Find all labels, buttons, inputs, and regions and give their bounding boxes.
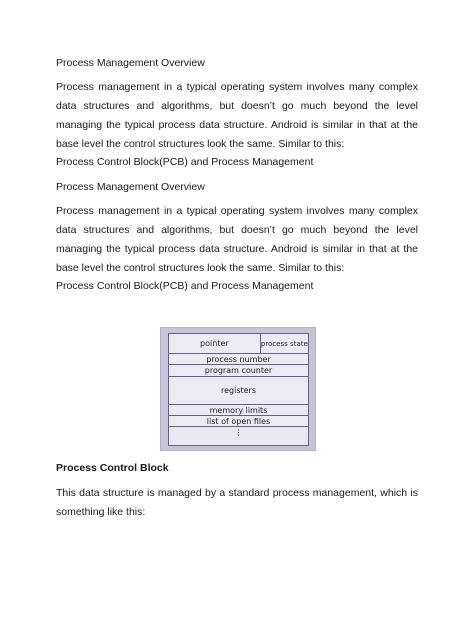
pcb-row-open-files: list of open files: [169, 416, 308, 427]
section-heading: Process Control Block(PCB) and Process Management: [56, 156, 314, 168]
pcb-row-pointer-state: [169, 334, 308, 354]
section-heading: Process Management Overview: [56, 181, 205, 193]
section-heading: Process Management Overview: [56, 57, 205, 69]
pcb-ellipsis: ⋮: [234, 428, 243, 437]
pcb-row-process-number: process number: [169, 354, 308, 365]
pcb-row-registers: registers: [169, 377, 308, 405]
paragraph: Process management in a typical operating system involves many complex data structures and algorithms, but doesn’t go much beyond the level managing the typical process data structure. Android is similar in that at the base level the control structures look the same. Similar to this:: [56, 205, 418, 274]
section-heading: Process Control Block(PCB) and Process Management: [56, 280, 314, 292]
pcb-row-memory-limits: memory limits: [169, 405, 308, 416]
paragraph: This data structure is managed by a standard process management, which is something like this:: [56, 487, 418, 518]
pcb-table: [168, 333, 309, 446]
pcb-cell-process-state: process state: [260, 339, 308, 348]
paragraph: Process management in a typical operating system involves many complex data structures and algorithms, but doesn’t go much beyond the level managing the typical process data structure. Android is similar in that at the base level the control structures look the same. Similar to this:: [56, 81, 418, 150]
bold-heading: Process Control Block: [56, 462, 169, 474]
pcb-figure: [160, 327, 316, 451]
pcb-cell-pointer: pointer: [169, 334, 261, 353]
pcb-row-program-counter: program counter: [169, 365, 308, 377]
